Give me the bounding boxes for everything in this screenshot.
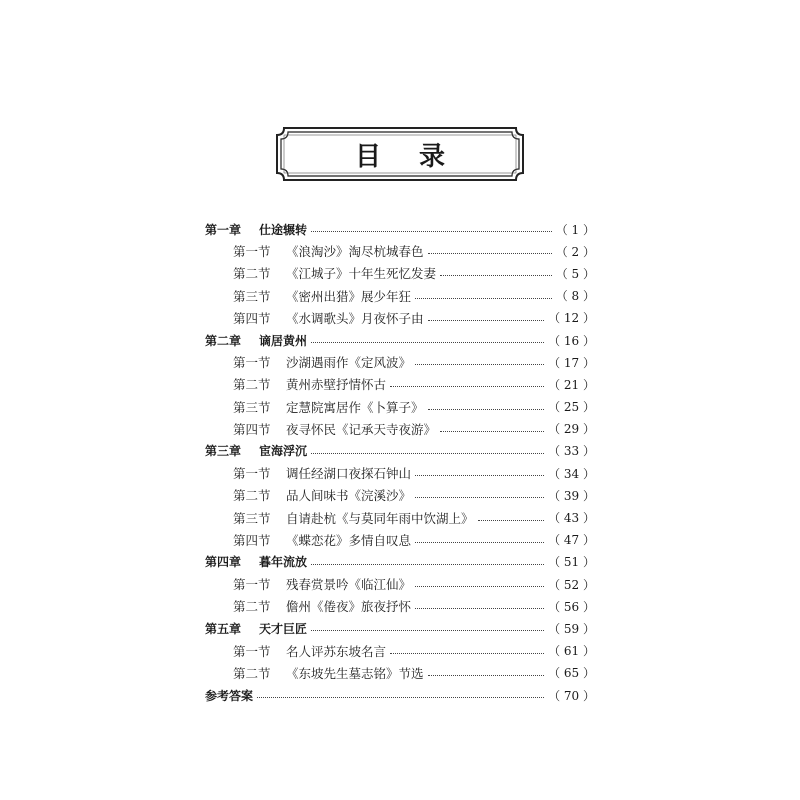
- toc-entry-title: 调任经湖口夜探石钟山: [286, 466, 412, 482]
- toc-entry-page-number: （ 8 ）: [555, 289, 595, 304]
- dot-leader: [415, 541, 544, 543]
- toc-entry-title: 宦海浮沉: [259, 444, 308, 459]
- toc-entry-number: 第四节: [233, 532, 271, 548]
- toc-section-entry[interactable]: [205, 462, 595, 484]
- toc-entry-page-number: （ 51 ）: [548, 555, 595, 570]
- toc-entry-page-number: （ 1 ）: [555, 222, 595, 237]
- toc-chapter-entry[interactable]: [205, 218, 595, 240]
- toc-entry-number: 第三节: [233, 399, 271, 415]
- toc-entry-title: 《密州出猎》展少年狂: [286, 288, 412, 304]
- toc-entry-title: 名人评苏东坡名言: [286, 643, 387, 659]
- toc-entry-title: 残春赏景吟《临江仙》: [286, 577, 412, 593]
- toc-entry-page-number: （ 2 ）: [555, 244, 595, 259]
- toc-entry-number: 第三节: [233, 288, 271, 304]
- toc-entry-number: 第一节: [233, 577, 271, 593]
- toc-entry-number: 第三章: [205, 444, 242, 459]
- toc-entry-title: 沙湖遇雨作《定风波》: [286, 355, 412, 371]
- toc-title-char-1: 目: [354, 141, 381, 172]
- toc-section-entry[interactable]: [205, 506, 595, 528]
- toc-entry-page-number: （ 43 ）: [548, 511, 595, 526]
- toc-entry-title: 《东坡先生墓志铭》节选: [286, 665, 424, 681]
- toc-entry-page-number: （ 29 ）: [548, 422, 595, 437]
- toc-section-entry[interactable]: [205, 418, 595, 440]
- dot-leader: [415, 363, 544, 365]
- toc-section-entry[interactable]: [205, 307, 595, 329]
- toc-title-frame: [276, 127, 524, 181]
- toc-section-entry[interactable]: [205, 285, 595, 307]
- toc-entry-title: 《浪淘沙》淘尽杭城春色: [286, 244, 424, 260]
- toc-entry-title: 儋州《倦夜》旅夜抒怀: [286, 599, 412, 615]
- toc-section-entry[interactable]: [205, 595, 595, 617]
- toc-section-entry[interactable]: [205, 351, 595, 373]
- dot-leader: [415, 585, 544, 587]
- toc-entry-title: 品人间味书《浣溪沙》: [286, 488, 412, 504]
- toc-section-entry[interactable]: [205, 262, 595, 284]
- dot-leader: [311, 563, 544, 565]
- toc-entry-page-number: （ 17 ）: [548, 355, 595, 370]
- toc-entry-title: 《江城子》十年生死忆发妻: [286, 266, 437, 282]
- dot-leader: [415, 297, 552, 299]
- toc-entry-number: 第三节: [233, 510, 271, 526]
- dot-leader: [440, 274, 552, 276]
- toc-entry-number: 第一节: [233, 466, 271, 482]
- dot-leader: [428, 408, 545, 410]
- toc-section-entry[interactable]: [205, 484, 595, 506]
- toc-entry-number: 第二节: [233, 488, 271, 504]
- dot-leader: [428, 319, 545, 321]
- toc-chapter-entry[interactable]: [205, 329, 595, 351]
- dot-leader: [428, 674, 545, 676]
- dot-leader: [440, 430, 544, 432]
- toc-entry-number: 第二节: [233, 266, 271, 282]
- toc-entry-title: 黄州赤壁抒情怀古: [286, 377, 387, 393]
- toc-entry-page-number: （ 65 ）: [548, 666, 595, 681]
- toc-section-entry[interactable]: [205, 529, 595, 551]
- toc-entry-title: 天才巨匠: [259, 621, 308, 636]
- dot-leader: [428, 252, 552, 254]
- toc-section-entry[interactable]: [205, 396, 595, 418]
- dot-leader: [311, 452, 544, 454]
- dot-leader: [390, 652, 544, 654]
- dot-leader: [257, 696, 544, 698]
- dot-leader: [415, 474, 544, 476]
- toc-entry-title: 自请赴杭《与莫同年雨中饮湖上》: [286, 510, 474, 526]
- toc-entry-page-number: （ 52 ）: [548, 577, 595, 592]
- dot-leader: [415, 496, 544, 498]
- toc-entry-page-number: （ 25 ）: [548, 400, 595, 415]
- toc-section-entry[interactable]: [205, 373, 595, 395]
- toc-entry-title: 仕途辗转: [259, 222, 308, 237]
- toc-entry-number: 第一章: [205, 222, 242, 237]
- toc-entry-number: 第五章: [205, 621, 242, 636]
- toc-entry-page-number: （ 61 ）: [548, 644, 595, 659]
- toc-entry-page-number: （ 16 ）: [548, 333, 595, 348]
- toc-entry-page-number: （ 12 ）: [548, 311, 595, 326]
- toc-entry-title: 参考答案: [205, 688, 254, 703]
- toc-entry-number: 第二节: [233, 599, 271, 615]
- dot-leader: [478, 519, 545, 521]
- toc-entry-number: 第四章: [205, 555, 242, 570]
- toc-entry-title: 夜寻怀民《记承天寺夜游》: [286, 421, 437, 437]
- toc-entry-number: 第一节: [233, 355, 271, 371]
- toc-entry-page-number: （ 56 ）: [548, 599, 595, 614]
- toc-entry-title: 《水调歌头》月夜怀子由: [286, 310, 424, 326]
- dot-leader: [311, 341, 544, 343]
- toc-entry-number: 第二节: [233, 665, 271, 681]
- toc-entry-title: 暮年流放: [259, 555, 308, 570]
- toc-entry-number: 第一节: [233, 244, 271, 260]
- toc-entry-title: 定慧院寓居作《卜算子》: [286, 399, 424, 415]
- toc-chapter-entry[interactable]: [205, 440, 595, 462]
- dot-leader: [415, 607, 544, 609]
- toc-chapter-entry[interactable]: [205, 617, 595, 639]
- toc-entry-title: 谪居黄州: [259, 333, 308, 348]
- toc-entry-page-number: （ 59 ）: [548, 621, 595, 636]
- toc-entry-number: 第四节: [233, 421, 271, 437]
- dot-leader: [390, 385, 544, 387]
- toc-entry-page-number: （ 70 ）: [548, 688, 595, 703]
- toc-section-entry[interactable]: [205, 640, 595, 662]
- toc-section-entry[interactable]: [205, 240, 595, 262]
- toc-entry-page-number: （ 33 ）: [548, 444, 595, 459]
- toc-chapter-entry[interactable]: [205, 684, 595, 706]
- toc-entry-title: 《蝶恋花》多情自叹息: [286, 532, 412, 548]
- toc-entry-number: 第二章: [205, 333, 242, 348]
- dot-leader: [311, 629, 544, 631]
- dot-leader: [311, 230, 552, 232]
- toc-entry-number: 第四节: [233, 310, 271, 326]
- table-of-contents: [205, 218, 595, 706]
- toc-entry-page-number: （ 47 ）: [548, 533, 595, 548]
- toc-entry-page-number: （ 21 ）: [548, 377, 595, 392]
- toc-chapter-entry[interactable]: [205, 551, 595, 573]
- toc-entry-page-number: （ 39 ）: [548, 488, 595, 503]
- toc-entry-page-number: （ 34 ）: [548, 466, 595, 481]
- toc-entry-number: 第一节: [233, 643, 271, 659]
- toc-entry-number: 第二节: [233, 377, 271, 393]
- toc-section-entry[interactable]: [205, 573, 595, 595]
- toc-section-entry[interactable]: [205, 662, 595, 684]
- toc-entry-page-number: （ 5 ）: [555, 266, 595, 281]
- toc-title-char-2: 录: [419, 141, 446, 172]
